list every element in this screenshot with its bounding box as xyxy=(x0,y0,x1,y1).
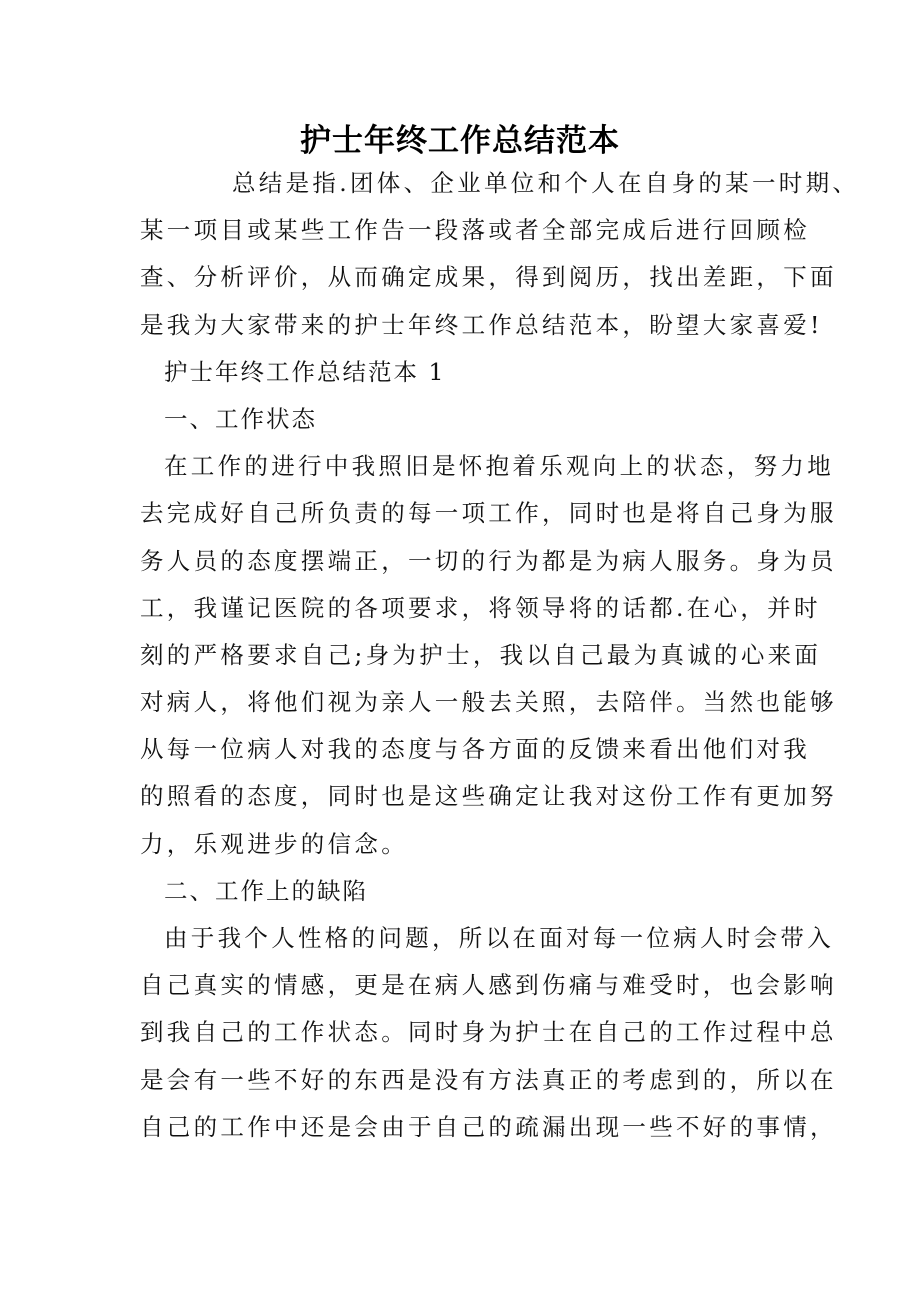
intro-paragraph-line: 某一项目或某些工作告一段落或者全部完成后进行回顾检 xyxy=(140,216,810,245)
paragraph-line: 的照看的态度，同时也是这些确定让我对这份工作有更加努 xyxy=(140,782,837,811)
intro-paragraph-line: 是我为大家带来的护士年终工作总结范本，盼望大家喜爱! xyxy=(140,310,823,339)
document-title: 护士年终工作总结范本 xyxy=(300,123,620,159)
paragraph-line: 自己的工作中还是会由于自己的疏漏出现一些不好的事情， xyxy=(140,1112,837,1141)
section-title: 护士年终工作总结范本 1 xyxy=(164,357,446,386)
paragraph-line: 由于我个人性格的问题，所以在面对每一位病人时会带入 xyxy=(164,924,834,952)
section-heading-1: 一、工作状态 xyxy=(164,404,317,433)
paragraph-line: 去完成好自己所负责的每一项工作，同时也是将自己身为服 xyxy=(140,499,837,528)
paragraph-line: 到我自己的工作状态。同时身为护士在自己的工作过程中总 xyxy=(140,1018,837,1047)
intro-paragraph-line: 查、分析评价，从而确定成果，得到阅历，找出差距，下面 xyxy=(140,263,837,292)
paragraph-line: 对病人，将他们视为亲人一般去关照，去陪伴。当然也能够 xyxy=(140,688,837,717)
paragraph-line: 刻的严格要求自己;身为护士，我以自己最为真诚的心来面 xyxy=(140,640,822,669)
paragraph-line: 是会有一些不好的东西是没有方法真正的考虑到的，所以在 xyxy=(140,1065,837,1094)
intro-paragraph-line: 总结是指.团体、企业单位和个人在自身的某一时期、 xyxy=(232,169,860,197)
paragraph-line: 务人员的态度摆端正，一切的行为都是为病人服务。身为员 xyxy=(140,546,837,575)
paragraph-line: 力，乐观进步的信念。 xyxy=(140,829,408,858)
paragraph-line: 在工作的进行中我照旧是怀抱着乐观向上的状态，努力地 xyxy=(164,452,834,481)
section-heading-2: 二、工作上的缺陷 xyxy=(164,876,368,905)
paragraph-line: 工，我谨记医院的各项要求，将领导将的话都.在心，并时 xyxy=(140,593,821,622)
document-body xyxy=(140,160,860,1151)
paragraph-line: 自己真实的情感，更是在病人感到伤痛与难受时，也会影响 xyxy=(140,971,837,1000)
paragraph-line: 从每一位病人对我的态度与各方面的反馈来看出他们对我 xyxy=(140,735,810,764)
